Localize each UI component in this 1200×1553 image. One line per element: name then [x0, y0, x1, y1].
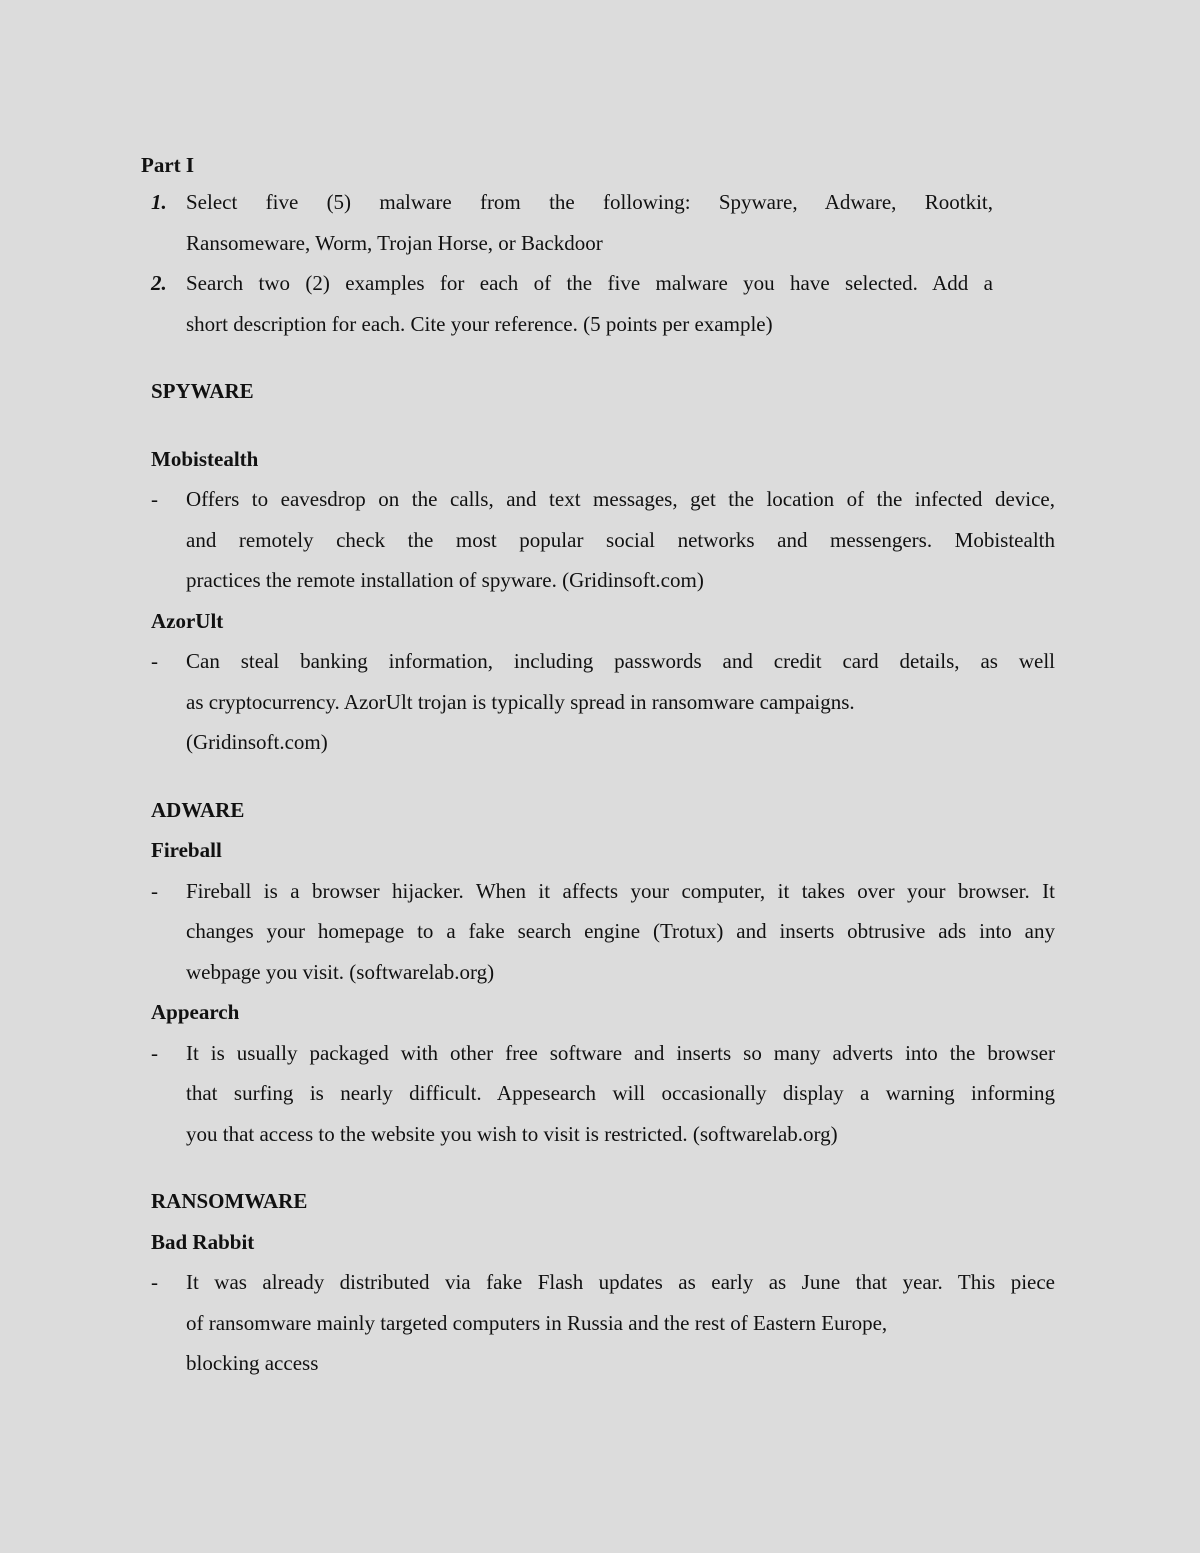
description-line: you that access to the website you wish to visit is restricted. (softwarelab.org) — [186, 1121, 838, 1146]
section-heading-ransomware: RANSOMWARE — [151, 1189, 308, 1213]
instruction-list — [140, 182, 1055, 344]
instruction-line: short description for each. Cite your reference. (5 points per example) — [186, 311, 773, 336]
example-title-appearch: Appearch — [151, 1000, 240, 1024]
description-line: of ransomware mainly targeted computers in Russia and the rest of Eastern Europe, — [186, 1310, 888, 1335]
dash-bullet: - — [151, 1040, 158, 1065]
spacer — [140, 763, 1055, 790]
description-line: It was already distributed via fake Flash updates as early as June that year. This piece — [186, 1270, 1055, 1294]
description-line: blocking access — [186, 1351, 319, 1375]
description-line: Offers to eavesdrop on the calls, and text messages, get the location of the infected device, — [186, 487, 1055, 511]
description-line: (Gridinsoft.com) — [186, 730, 328, 754]
example-description — [140, 641, 1055, 763]
example-description — [140, 1262, 1055, 1384]
description-line: changes your homepage to a fake search engine (Trotux) and inserts obtrusive ads into any — [186, 919, 1055, 943]
dash-bullet: - — [151, 487, 158, 511]
instruction-line: Select five (5) malware from the following: Spyware, Adware, Rootkit, — [186, 190, 993, 214]
section-heading-spyware: SPYWARE — [151, 379, 254, 403]
description-line: and remotely check the most popular social networks and messengers. Mobistealth — [186, 527, 1055, 552]
example-title-fireball: Fireball — [151, 838, 222, 862]
description-line: as cryptocurrency. AzorUlt trojan is typically spread in ransomware campaigns. — [186, 689, 855, 714]
example-title-azorult: AzorUlt — [151, 608, 224, 633]
example-description — [140, 479, 1055, 601]
instruction-number: 2. — [151, 271, 167, 295]
instruction-line: Ransomeware, Worm, Trojan Horse, or Backdoor — [186, 230, 603, 255]
spacer — [140, 1154, 1055, 1181]
instruction-item-2 — [140, 263, 993, 344]
instruction-item-1 — [140, 182, 993, 263]
dash-bullet: - — [151, 649, 158, 673]
example-title-mobistealth: Mobistealth — [151, 446, 259, 471]
dash-bullet: - — [151, 1270, 158, 1294]
section-heading-adware: ADWARE — [151, 797, 245, 822]
example-description — [140, 871, 1055, 993]
description-line: practices the remote installation of spyware. (Gridinsoft.com) — [186, 568, 704, 592]
description-line: that surfing is nearly difficult. Appesearch will occasionally display a warning informing — [186, 1081, 1055, 1105]
description-line: Can steal banking information, including passwords and credit card details, as well — [186, 649, 1055, 673]
description-line: Fireball is a browser hijacker. When it affects your computer, it takes over your browser. It — [186, 878, 1055, 903]
description-line: It is usually packaged with other free software and inserts so many adverts into the browser — [186, 1040, 1055, 1065]
instruction-line: Search two (2) examples for each of the five malware you have selected. Add a — [186, 271, 993, 295]
document-content — [140, 148, 1055, 1384]
example-title-bad-rabbit: Bad Rabbit — [151, 1229, 255, 1254]
spacer — [140, 344, 1055, 371]
part-title: Part I — [141, 153, 195, 177]
example-description — [140, 1033, 1055, 1155]
spacer — [140, 412, 1055, 439]
dash-bullet: - — [151, 878, 158, 903]
instruction-number: 1. — [151, 190, 167, 214]
description-line: webpage you visit. (softwarelab.org) — [186, 959, 495, 984]
